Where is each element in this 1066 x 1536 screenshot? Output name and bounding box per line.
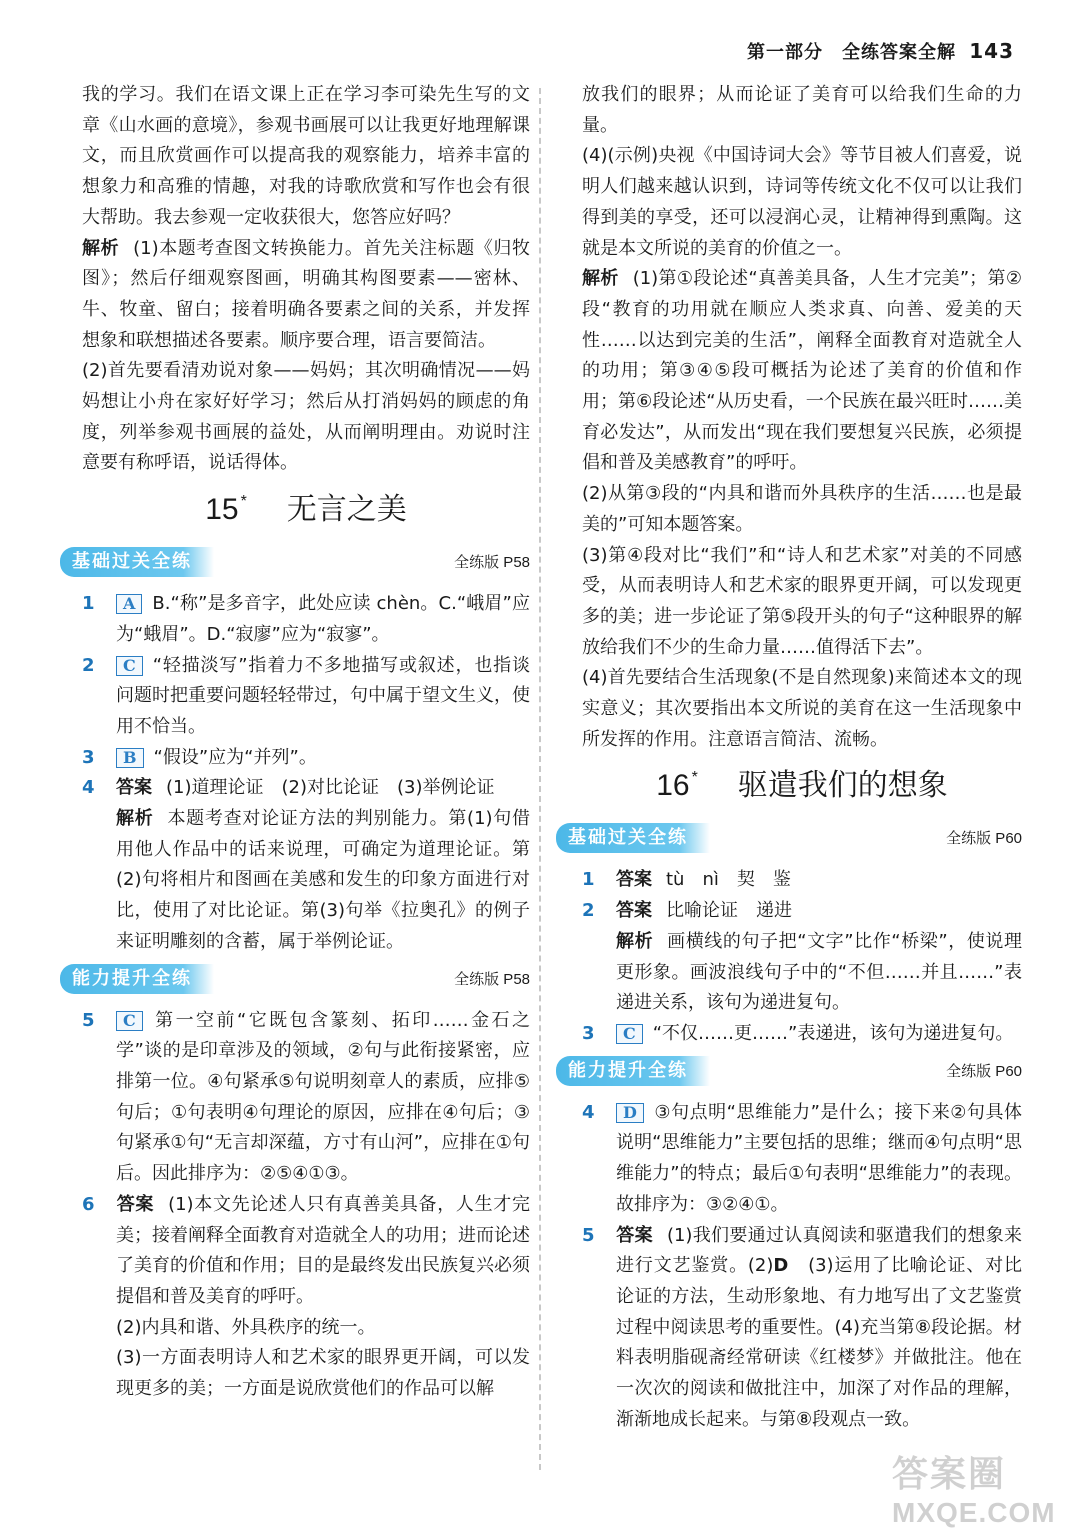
question-number: 6 [82, 1193, 95, 1215]
analysis-text-2: (2)首先要看清劝说对象——妈妈；其次明确情况——妈妈想让小舟在家好好学习；然后从打消妈妈的顾虑的角度，列举参观书画展的益处，从而阐明理由。劝说时注意要有称呼语，说话得体。 [82, 360, 530, 474]
question-6 [82, 1190, 530, 1313]
answer-badge: A [116, 594, 142, 614]
answer-badge: C [116, 656, 143, 676]
question-2 [82, 651, 530, 743]
question-number: 2 [582, 900, 595, 922]
left-column [72, 80, 531, 1405]
section-label: 基础过关全练 [556, 823, 710, 853]
section-label: 基础过关全练 [60, 547, 214, 577]
question-number: 4 [582, 1101, 595, 1123]
question-1 [82, 589, 530, 650]
question-number: 5 [582, 1224, 595, 1246]
question-explanation: 第一空前“它既包含篆刻、拓印……金石之学”谈的是印章涉及的领域，②句与此衔接紧密，应排第一位。④句紧承⑤句说明刻章人的素质，应排⑤句后；①句表明④句理论的原因，应排在④句后；③句紧承①句“无言却深蕴，方寸有山河”，应排在①句后。因此排序为：②⑤④①③。 [116, 1009, 530, 1185]
answer-text-2: (2)内具和谐、外具秩序的统一。 [116, 1316, 376, 1338]
lesson-number: 16 [656, 769, 690, 803]
answer-text-4: (4)(示例)央视《中国诗词大会》等节目被人们喜爱，说明人们越来越认识到，诗词等传统文化不仅可以让我们得到美的享受，还可以浸润心灵，让精神得到熏陶。这就是本文所说的美育的价值之一。 [582, 145, 1022, 259]
analysis-text: 画横线的句子把“文字”比作“桥梁”，使说理更形象。画波浪线句子中的“不但……并且……”表递进关系，该句为递进复句。 [616, 930, 1022, 1014]
answer-label: 答案 [616, 1224, 653, 1246]
question-number: 2 [82, 654, 95, 676]
question-number: 5 [82, 1009, 95, 1031]
question-1 [582, 865, 1022, 896]
analysis-label: 解析 [116, 808, 154, 830]
answer-text-1: (1)本文先论述人只有真善美具备，人生才完美；接着阐释全面教育对造就全人的功用；进而论述了美育的价值和作用；目的是最终发出民族复兴必须提倡和普及美育的呼吁。 [116, 1193, 531, 1307]
page-reference: 全练版 P58 [454, 970, 530, 988]
answer-badge: B [116, 748, 144, 768]
section-label: 能力提升全练 [556, 1056, 710, 1086]
lesson-heading-15 [82, 485, 530, 535]
section-bar-advanced [72, 962, 530, 998]
analysis-text: 本题考查对论证方法的判别能力。第(1)句借用他人作品中的话来说理，可确定为道理论证。第(2)句将相片和图画在美感和发生的印象方面进行对比，使用了对比论证。第(3)句举《拉奥孔》的例子来证明雕刻的含蓄，属于举例论证。 [116, 808, 530, 952]
question-number: 1 [82, 593, 95, 615]
answer-text-3: (3)一方面表明诗人和艺术家的眼界更开阔，可以发现更多的美；一方面是说欣赏他们的作品可以解 [116, 1347, 530, 1400]
analysis-text-3: (3)第④段对比“我们”和“诗人和艺术家”对美的不同感受，从而表明诗人和艺术家的眼界更开阔，可以发现更多的美；进一步论证了第⑤段开头的句子“这种眼界的解放给我们不少的生命力量……值得活下去”。 [582, 544, 1022, 658]
analysis-block [82, 234, 530, 357]
question-2-analysis [582, 927, 1022, 1019]
question-3 [582, 1019, 1022, 1050]
question-explanation: “轻描淡写”指着力不多地描写或叙述，也指谈问题时把重要问题轻轻带过，句中属于望文生义，使用不恰当。 [116, 654, 530, 737]
answer-badge: C [116, 1011, 143, 1031]
page-reference: 全练版 P60 [946, 830, 1022, 848]
answer-label: 答案 [616, 900, 652, 922]
question-explanation: ③句点明“思维能力”是什么；接下来②句具体说明“思维能力”主要包括的思维；继而④句点明“思维能力”的特点；最后①句表明“思维能力”的表现。故排序为：③②④①。 [616, 1101, 1022, 1215]
question-number: 4 [82, 777, 95, 799]
section-label: 能力提升全练 [60, 964, 214, 994]
answer-badge: D [616, 1103, 644, 1123]
question-3 [82, 743, 530, 774]
answer-badge: C [616, 1024, 643, 1044]
lesson-title: 无言之美 [286, 492, 407, 528]
lesson-title: 驱遣我们的想象 [737, 768, 948, 804]
watermark-text: 答案圈 [892, 1453, 1007, 1494]
analysis-text-1: (1)第①段论述“真善美具备，人生才完美”；第②段“教育的功用就在顺应人类求真、向善、爱美的天性……以达到完美的生活”，阐释全面教育对造就全人的功用；第③④⑤段可概括为论述了美育的价值和作用；第⑥段论述“从历史看，一个民族在最兴旺时……美育必发达”，从而发出“现在我们要想复兴民族，必须提倡和普及美感教育”的呼吁。 [582, 268, 1023, 474]
lesson-heading-16 [582, 761, 1022, 811]
analysis-text-4: (4)首先要结合生活现象(不是自然现象)来简述本文的现实意义；其次要指出本文所说的美育在这一生活现象中所发挥的作用。注意语言简洁、流畅。 [582, 667, 1022, 750]
answer-label: 答案 [616, 869, 652, 891]
answer-text-part1: (1)我们要通过认真阅读和驱遣我们的想象来进行文艺鉴赏。(2) [616, 1224, 1023, 1277]
answer-label: 答案 [116, 777, 152, 799]
answer-label: 答案 [116, 1193, 155, 1215]
page-reference: 全练版 P58 [454, 554, 530, 572]
answer-text: (1)道理论证 (2)对比论证 (3)举例论证 [166, 777, 495, 799]
question-explanation: “假设”应为“并列”。 [153, 746, 317, 768]
page-number: 143 [969, 39, 1014, 63]
page-header [747, 38, 1014, 64]
question-number: 3 [582, 1022, 595, 1044]
analysis-label: 解析 [616, 930, 654, 952]
analysis-label: 解析 [582, 268, 619, 290]
answer-text: 比喻论证 递进 [666, 900, 792, 922]
star-icon: * [691, 769, 698, 787]
right-column [568, 80, 1023, 1435]
question-number: 1 [582, 869, 595, 891]
question-5 [82, 1006, 530, 1190]
analysis-block [582, 264, 1022, 479]
question-explanation: B.“称”是多音字，此处应读 chèn。C.“峨眉”应为“蛾眉”。D.“寂廖”应为“寂寥”。 [116, 593, 530, 645]
column-divider [539, 88, 541, 1470]
analysis-text-1: (1)本题考查图文转换能力。首先关注标题《归牧图》；然后仔细观察图画，明确其构图要素——密林、牛、牧童、留白；接着明确各要素之间的关系，并发挥想象和联想描述各要素。顺序要合理，语言要简洁。 [82, 237, 530, 351]
watermark-url: MXQE.COM [892, 1497, 1056, 1528]
question-2 [582, 896, 1022, 927]
question-4 [82, 773, 530, 804]
answer-choice: D [773, 1255, 789, 1277]
analysis-text-2: (2)从第③段的“内具和谐而外具秩序的生活……也是最美的”可知本题答案。 [582, 483, 1022, 535]
analysis-label: 解析 [82, 237, 120, 259]
answer-text: tù nì 契 鉴 [666, 869, 791, 891]
watermark-logo [892, 1446, 1056, 1530]
question-4-analysis [82, 804, 530, 958]
question-5 [582, 1221, 1022, 1436]
answer-continuation: 我的学习。我们在语文课上正在学习李可染先生写的文章《山水画的意境》，参观书画展可以让我更好地理解课文，而且欣赏画作可以提高我的观察能力，培养丰富的想象力和高雅的情趣，对我的诗歌欣赏和写作也会有很大帮助。我去参观一定收获很大，您答应好吗？ [82, 84, 530, 228]
lesson-number: 15 [205, 493, 239, 527]
section-bar-advanced [568, 1054, 1022, 1090]
page-reference: 全练版 P60 [946, 1062, 1022, 1080]
question-explanation: “不仅……更……”表递进，该句为递进复句。 [652, 1022, 1014, 1044]
answer-continuation: 放我们的眼界；从而论证了美育可以给我们生命的力量。 [582, 84, 1022, 136]
question-4 [582, 1098, 1022, 1221]
star-icon: * [240, 493, 247, 511]
question-number: 3 [82, 746, 95, 768]
answer-text-part2: (3)运用了比喻论证、对比论证的方法，生动形象地、有力地写出了文艺鉴赏过程中阅读思考的重要性。(4)充当第⑧段论据。材料表明脂砚斋经常研读《红楼梦》并做批注。他在一次次的阅读和做批注中，加深了对作品的理解，渐渐地成长起来。与第⑧段观点一致。 [616, 1255, 1023, 1430]
section-title: 第一部分 全练答案全解 [746, 42, 956, 63]
section-bar-basic [568, 821, 1022, 857]
section-bar-basic [72, 545, 530, 581]
